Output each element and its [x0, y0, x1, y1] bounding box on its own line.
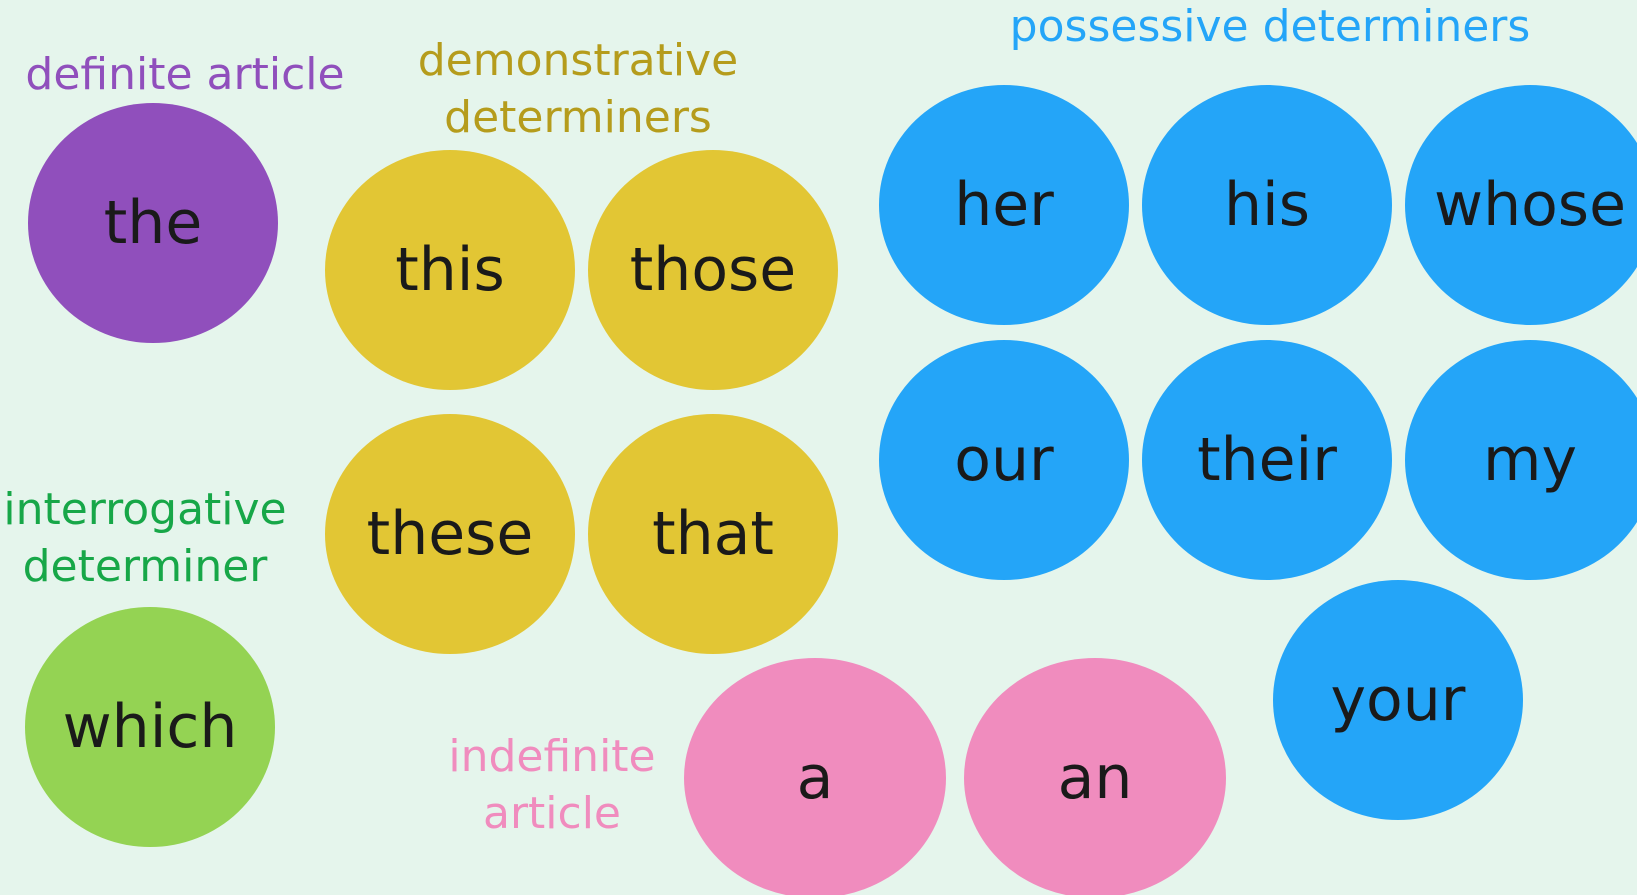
word-circle-an[interactable] — [964, 658, 1226, 895]
word-text: my — [1483, 425, 1577, 495]
demonstrative-label-line1: demonstrative — [417, 35, 739, 86]
demonstrative-label — [378, 32, 778, 146]
word-text: his — [1224, 170, 1310, 240]
interrogative-label-line1: interrogative — [3, 484, 287, 535]
word-text: her — [954, 170, 1054, 240]
word-text: those — [629, 235, 797, 305]
word-circle-those[interactable] — [588, 150, 838, 390]
possessive-label — [960, 0, 1580, 55]
word-text: these — [366, 499, 534, 569]
word-circle-my[interactable] — [1405, 340, 1637, 580]
word-circle-a[interactable] — [684, 658, 946, 895]
definite-article-label — [0, 46, 370, 103]
word-text: this — [395, 235, 505, 305]
word-circle-whose[interactable] — [1405, 85, 1637, 325]
word-text: an — [1057, 743, 1133, 813]
indefinite-label-line2: article — [482, 788, 621, 839]
word-circle-the[interactable] — [28, 103, 278, 343]
indefinite-label — [420, 728, 684, 842]
word-circle-these[interactable] — [325, 414, 575, 654]
word-circle-our[interactable] — [879, 340, 1129, 580]
word-circle-this[interactable] — [325, 150, 575, 390]
word-circle-her[interactable] — [879, 85, 1129, 325]
word-text: whose — [1434, 170, 1626, 240]
word-text: the — [103, 188, 203, 258]
word-circle-that[interactable] — [588, 414, 838, 654]
word-text: our — [954, 425, 1054, 495]
word-circle-your[interactable] — [1273, 580, 1523, 820]
word-circle-their[interactable] — [1142, 340, 1392, 580]
interrogative-label — [0, 481, 295, 595]
word-text: your — [1330, 665, 1466, 735]
indefinite-label-line1: indefinite — [448, 731, 656, 782]
demonstrative-label-line2: determiners — [444, 92, 712, 143]
word-text: that — [652, 499, 774, 569]
definite-article-label-text: definite article — [25, 49, 345, 100]
possessive-label-text: possessive determiners — [1009, 1, 1531, 52]
word-circle-which[interactable] — [25, 607, 275, 847]
word-text: which — [62, 692, 238, 762]
word-text: a — [796, 743, 834, 813]
word-text: their — [1197, 425, 1337, 495]
interrogative-label-line2: determiner — [22, 541, 268, 592]
word-circle-his[interactable] — [1142, 85, 1392, 325]
